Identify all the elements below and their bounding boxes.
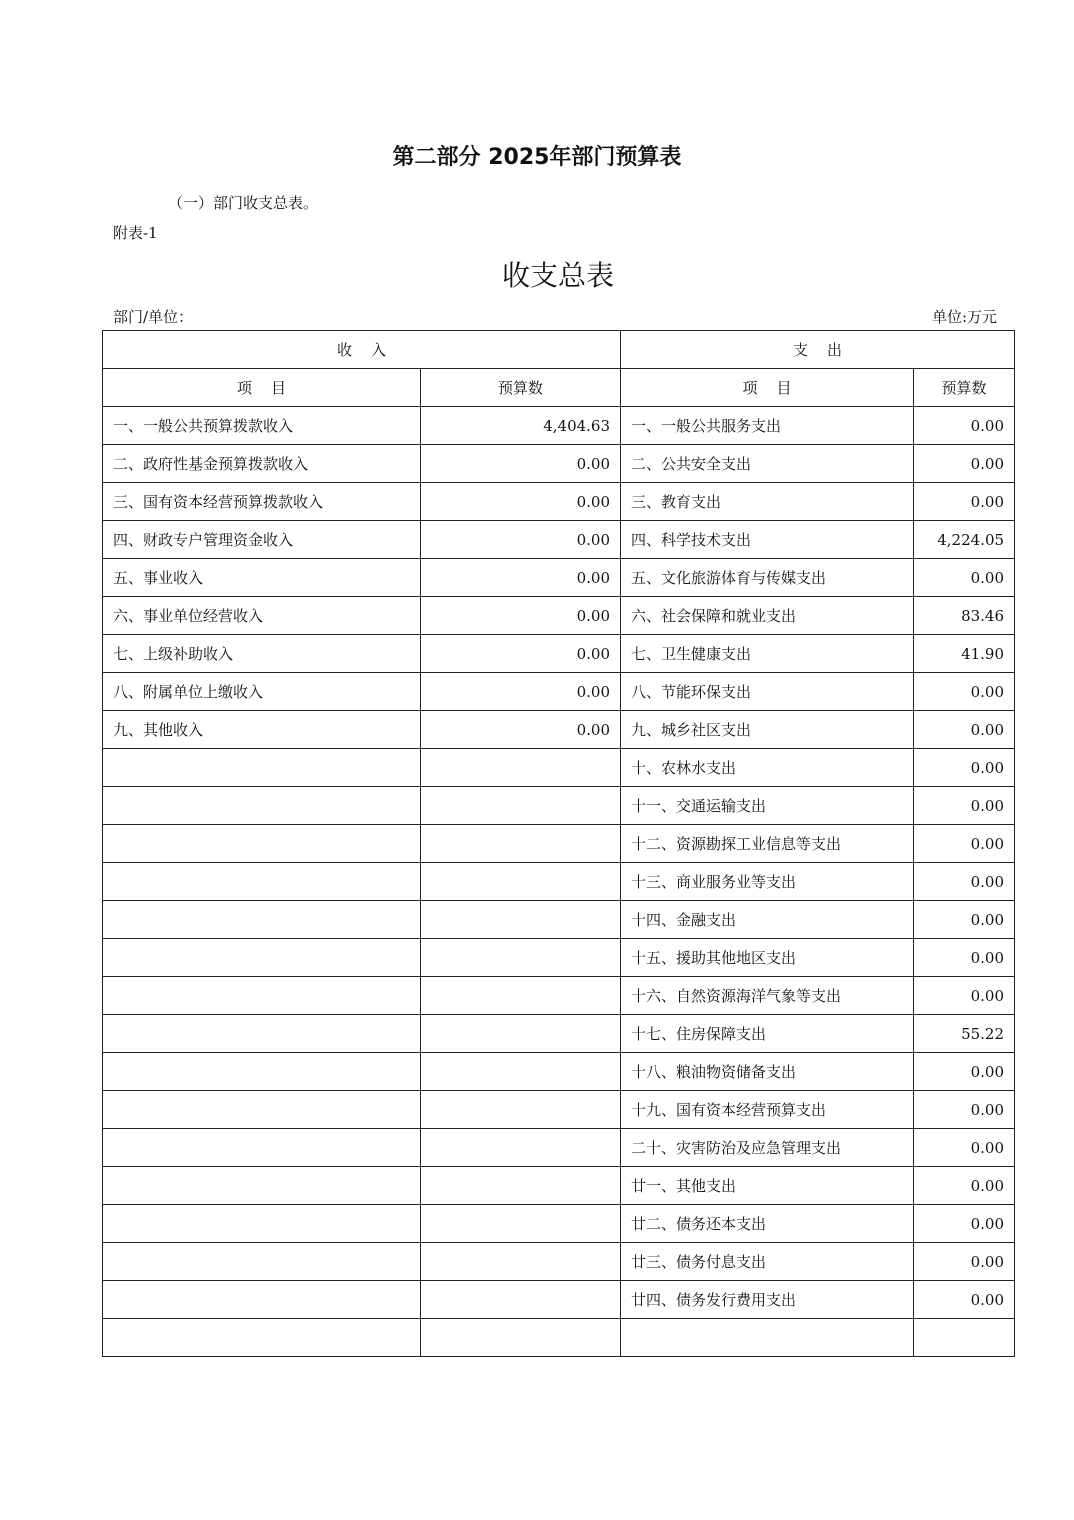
income-amount-cell: 0.00	[421, 635, 621, 673]
income-item-cell	[103, 863, 421, 901]
table-row	[103, 939, 1015, 977]
table-body	[103, 407, 1015, 1357]
expense-item-cell: 一、一般公共服务支出	[621, 407, 914, 445]
table-row	[103, 1053, 1015, 1091]
income-amount-cell: 0.00	[421, 483, 621, 521]
expense-amount-cell: 0.00	[914, 407, 1015, 445]
income-item-cell	[103, 825, 421, 863]
income-amount-cell	[421, 1129, 621, 1167]
income-item-cell: 二、政府性基金预算拨款收入	[103, 445, 421, 483]
expense-item-cell: 十三、商业服务业等支出	[621, 863, 914, 901]
expense-item-cell: 八、节能环保支出	[621, 673, 914, 711]
expense-item-cell: 廿二、债务还本支出	[621, 1205, 914, 1243]
table-row	[103, 1281, 1015, 1319]
expense-amount-cell: 0.00	[914, 977, 1015, 1015]
expense-item-cell: 三、教育支出	[621, 483, 914, 521]
table-row	[103, 673, 1015, 711]
expense-amount-cell: 0.00	[914, 749, 1015, 787]
expense-amount-cell	[914, 1319, 1015, 1357]
income-item-cell: 八、附属单位上缴收入	[103, 673, 421, 711]
expense-amount-cell: 0.00	[914, 483, 1015, 521]
table-row	[103, 521, 1015, 559]
expense-item-cell: 二、公共安全支出	[621, 445, 914, 483]
expense-item-cell: 十二、资源勘探工业信息等支出	[621, 825, 914, 863]
income-expense-summary-table	[102, 330, 1015, 1357]
income-amount-cell	[421, 825, 621, 863]
expense-amount-cell: 0.00	[914, 901, 1015, 939]
expense-item-cell: 十八、粮油物资储备支出	[621, 1053, 914, 1091]
income-item-cell	[103, 787, 421, 825]
department-label: 部门/单位：	[113, 308, 194, 326]
table-row	[103, 825, 1015, 863]
income-section-header: 收 入	[103, 331, 621, 369]
table-row	[103, 1167, 1015, 1205]
income-item-cell: 九、其他收入	[103, 711, 421, 749]
expense-item-cell: 九、城乡社区支出	[621, 711, 914, 749]
income-item-cell	[103, 1243, 421, 1281]
table-row	[103, 1205, 1015, 1243]
expense-amount-cell: 0.00	[914, 1167, 1015, 1205]
expense-amount-cell: 0.00	[914, 1091, 1015, 1129]
expense-section-header: 支 出	[621, 331, 1015, 369]
expense-amount-cell: 0.00	[914, 1281, 1015, 1319]
income-item-header: 项 目	[103, 369, 421, 407]
income-item-cell	[103, 1319, 421, 1357]
income-item-cell: 三、国有资本经营预算拨款收入	[103, 483, 421, 521]
income-item-cell	[103, 1167, 421, 1205]
income-amount-cell	[421, 863, 621, 901]
expense-item-cell: 十一、交通运输支出	[621, 787, 914, 825]
expense-item-cell: 廿一、其他支出	[621, 1167, 914, 1205]
expense-item-header: 项 目	[621, 369, 914, 407]
expense-item-cell: 七、卫生健康支出	[621, 635, 914, 673]
income-amount-cell	[421, 749, 621, 787]
income-item-cell: 七、上级补助收入	[103, 635, 421, 673]
expense-amount-cell: 0.00	[914, 673, 1015, 711]
expense-amount-cell: 83.46	[914, 597, 1015, 635]
expense-amount-cell: 0.00	[914, 559, 1015, 597]
table-row	[103, 635, 1015, 673]
expense-item-cell: 十六、自然资源海洋气象等支出	[621, 977, 914, 1015]
income-item-cell	[103, 749, 421, 787]
table-row	[103, 1091, 1015, 1129]
income-amount-cell	[421, 787, 621, 825]
expense-item-cell: 廿三、债务付息支出	[621, 1243, 914, 1281]
table-row	[103, 1243, 1015, 1281]
expense-item-cell: 十七、住房保障支出	[621, 1015, 914, 1053]
income-amount-cell: 4,404.63	[421, 407, 621, 445]
income-item-cell: 一、一般公共预算拨款收入	[103, 407, 421, 445]
expense-item-cell: 二十、灾害防治及应急管理支出	[621, 1129, 914, 1167]
income-amount-cell	[421, 1167, 621, 1205]
income-item-cell	[103, 939, 421, 977]
expense-amount-cell: 41.90	[914, 635, 1015, 673]
table-row	[103, 901, 1015, 939]
income-amount-cell	[421, 901, 621, 939]
income-item-cell: 六、事业单位经营收入	[103, 597, 421, 635]
expense-budget-header: 预算数	[914, 369, 1015, 407]
table-row	[103, 1015, 1015, 1053]
table-title: 收支总表	[501, 259, 614, 292]
expense-amount-cell: 0.00	[914, 1205, 1015, 1243]
table-row	[103, 711, 1015, 749]
table-row	[103, 1129, 1015, 1167]
income-amount-cell: 0.00	[421, 559, 621, 597]
expense-amount-cell: 0.00	[914, 863, 1015, 901]
expense-item-cell: 五、文化旅游体育与传媒支出	[621, 559, 914, 597]
unit-label: 单位:万元	[931, 308, 997, 326]
income-item-cell	[103, 1281, 421, 1319]
attachment-label: 附表-1	[113, 224, 158, 242]
expense-amount-cell: 0.00	[914, 1053, 1015, 1091]
income-amount-cell	[421, 1319, 621, 1357]
expense-amount-cell: 0.00	[914, 1129, 1015, 1167]
income-amount-cell	[421, 1243, 621, 1281]
income-amount-cell: 0.00	[421, 673, 621, 711]
income-item-cell: 五、事业收入	[103, 559, 421, 597]
table-row	[103, 445, 1015, 483]
expense-amount-cell: 0.00	[914, 825, 1015, 863]
income-amount-cell	[421, 939, 621, 977]
table-row	[103, 977, 1015, 1015]
income-amount-cell: 0.00	[421, 445, 621, 483]
table-row	[103, 787, 1015, 825]
expense-amount-cell: 0.00	[914, 711, 1015, 749]
expense-item-cell: 六、社会保障和就业支出	[621, 597, 914, 635]
income-amount-cell	[421, 1205, 621, 1243]
income-item-cell	[103, 901, 421, 939]
expense-amount-cell: 0.00	[914, 787, 1015, 825]
expense-amount-cell: 4,224.05	[914, 521, 1015, 559]
income-item-cell	[103, 1091, 421, 1129]
table-row	[103, 483, 1015, 521]
expense-item-cell: 四、科学技术支出	[621, 521, 914, 559]
expense-amount-cell: 0.00	[914, 445, 1015, 483]
column-header-row	[103, 369, 1015, 407]
expense-item-cell: 十五、援助其他地区支出	[621, 939, 914, 977]
income-item-cell	[103, 1205, 421, 1243]
expense-item-cell: 十九、国有资本经营预算支出	[621, 1091, 914, 1129]
expense-item-cell	[621, 1319, 914, 1357]
income-amount-cell	[421, 977, 621, 1015]
income-budget-header: 预算数	[421, 369, 621, 407]
expense-amount-cell: 0.00	[914, 1243, 1015, 1281]
income-amount-cell: 0.00	[421, 597, 621, 635]
expense-amount-cell: 0.00	[914, 939, 1015, 977]
table-row	[103, 1319, 1015, 1357]
table-row	[103, 597, 1015, 635]
income-item-cell	[103, 1015, 421, 1053]
section-header-row	[103, 331, 1015, 369]
income-item-cell	[103, 1053, 421, 1091]
table-row	[103, 559, 1015, 597]
income-amount-cell: 0.00	[421, 711, 621, 749]
expense-item-cell: 廿四、债务发行费用支出	[621, 1281, 914, 1319]
expense-amount-cell: 55.22	[914, 1015, 1015, 1053]
expense-item-cell: 十四、金融支出	[621, 901, 914, 939]
income-amount-cell	[421, 1281, 621, 1319]
income-amount-cell: 0.00	[421, 521, 621, 559]
income-amount-cell	[421, 1053, 621, 1091]
income-amount-cell	[421, 1015, 621, 1053]
income-item-cell	[103, 1129, 421, 1167]
subsection-heading: （一）部门收支总表。	[168, 194, 319, 212]
income-item-cell	[103, 977, 421, 1015]
income-amount-cell	[421, 1091, 621, 1129]
income-item-cell: 四、财政专户管理资金收入	[103, 521, 421, 559]
table-row	[103, 749, 1015, 787]
expense-item-cell: 十、农林水支出	[621, 749, 914, 787]
part-title: 第二部分 2025年部门预算表	[392, 145, 682, 170]
table-row	[103, 863, 1015, 901]
table-row	[103, 407, 1015, 445]
